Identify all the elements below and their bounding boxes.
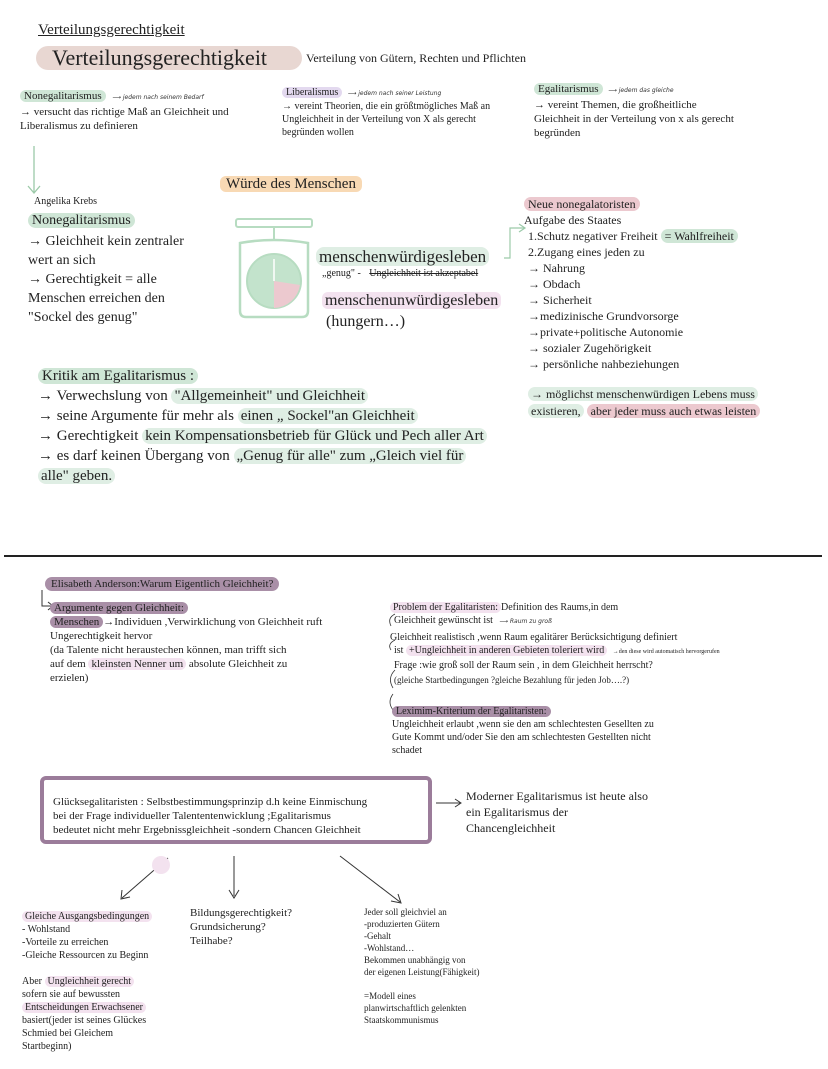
neue-item1-b: = Wahlfreiheit	[661, 229, 738, 243]
col1-aber-a: Aber	[22, 976, 45, 987]
col1-l2: sofern sie auf bewussten	[22, 989, 121, 1000]
egalitarismus-block: Egalitarismus ⟶ jedem das gleiche → vereint Themen, die großheitliche Gleichheit in der Verteilung von x als gerecht begründen	[534, 83, 734, 139]
genug-label: „genug" -	[322, 268, 361, 279]
leximim-l2: Gute Kommt und/oder Sie den am schlechtesten Gestellten nicht	[392, 732, 651, 743]
leximim-l1: Ungleichheit erlaubt ,wenn sie den am schlechtesten Gesellten zu	[392, 719, 654, 730]
problem-l4a: ist	[394, 645, 406, 656]
problem-l1-rest: Definition des Raums,in dem	[500, 602, 619, 613]
col3-line-4: -Wohlstand…	[364, 943, 415, 953]
problem-hand-raum: Raum zu groß	[509, 618, 552, 625]
anderson-l1: →Individuen ,Verwirklichung von Gleichheit ruft	[103, 616, 323, 628]
problem-label: Problem der Egalitaristen:	[390, 602, 501, 613]
problem-l2: Gleichheit gewünscht ist	[394, 615, 493, 626]
anderson-l4a: auf dem	[50, 658, 89, 670]
genug-note: Ungleichheit ist akzeptabel	[369, 268, 479, 279]
wuerdig-label: menschenwürdigesleben	[316, 247, 489, 266]
problem-l5: Frage :wie groß soll der Raum sein , in dem Gleichheit herrscht?	[394, 660, 653, 671]
col3-line-7	[364, 978, 479, 990]
hungern-label: (hungern…)	[326, 313, 406, 330]
kritik-l1a: → Verwechslung von	[38, 388, 172, 404]
neue-item-sicherheit: → Sicherheit	[528, 293, 592, 307]
col2-block	[190, 906, 292, 948]
neue-aufgabe: Aufgabe des Staates	[524, 213, 622, 227]
anderson-l5: erzielen)	[50, 672, 89, 684]
anderson-l2: Ungerechtigkeit hervor	[50, 630, 153, 642]
krebs-line-3: → Gerechtigkeit = alle	[28, 272, 157, 287]
anderson-argumente: Argumente gegen Gleichheit:	[50, 602, 188, 614]
neue-item-nahrung: → Nahrung	[528, 261, 585, 275]
unwuerdig-block	[322, 290, 501, 332]
col3-line-2: -produzierten Gütern	[364, 919, 440, 929]
problem-block: Problem der Egalitaristen: Definition des Raums,in dem Gleichheit gewünscht ist ⟶ Raum zu groß Gleichheit realistisch ,wenn Raum egalitärer Berücksichtigung definiert ist +Ungleichheit in anderen Gebieten toleriert wird →den diese wird automatisch hervorgerufen Frage :wie groß soll der Raum sein , in dem Gleichheit herrscht? (gleiche Startbedingungen ?gleiche Bezahlung für jeden Job….?)	[390, 602, 720, 685]
moderner-l1: Moderner Egalitarismus ist heute also	[466, 789, 648, 803]
liberalismus-line-3: begründen wollen	[282, 127, 354, 138]
liberalismus-hand-note: jedem nach seiner Leistung	[358, 90, 442, 97]
col1-l6: Startbeginn)	[22, 1041, 72, 1052]
col3-line-9: planwirtschaftlich gelenkten	[364, 1003, 467, 1013]
egalitarismus-line-3: begründen	[534, 127, 581, 139]
liberalismus-label: Liberalismus	[282, 87, 342, 98]
kritik-l3a: → Gerechtigkeit	[38, 428, 143, 444]
glueck-text	[53, 795, 367, 837]
nonegal-top-hand-note: jedem nach seinem Bedarf	[122, 94, 204, 101]
wuerde-block	[220, 174, 362, 194]
problem-l6: (gleiche Startbedingungen ?gleiche Bezahlung für jeden Job….?)	[394, 675, 630, 685]
krebs-label: Nonegalitarismus	[28, 213, 135, 228]
egalitarismus-line-2: Gleichheit in der Verteilung von x als gerecht	[534, 113, 734, 125]
col3-block	[364, 906, 479, 1026]
krebs-line-4: Menschen erreichen den	[28, 291, 165, 306]
liberalismus-line-2: Ungleichheit in der Verteilung von X als gerecht	[282, 114, 476, 125]
page-title: Verteilungsgerechtigkeit	[52, 45, 268, 70]
liberalismus-block: Liberalismus ⟶ jedem nach seiner Leistung → vereint Theorien, die ein größtmögliches Maß an Ungleichheit in der Verteilung von X als gerecht begründen wollen	[282, 87, 491, 138]
krebs-line-1: → Gleichheit kein zentraler	[28, 234, 184, 249]
neue-conclusion	[528, 386, 760, 419]
egalitarismus-hand-note: jedem das gleiche	[618, 87, 674, 94]
page-small-title: Verteilungsgerechtigkeit	[38, 22, 185, 38]
leximim-block	[392, 705, 654, 757]
moderner-l2: ein Egalitarismus der	[466, 805, 568, 819]
moderner-l3: Chancengleichheit	[466, 821, 556, 835]
leximim-label: Leximim-Kriterium der Egalitaristen:	[392, 706, 551, 717]
neue-conclusion-2a: existieren,	[528, 404, 584, 418]
unwuerdig-label: menschenunwürdigesleben	[322, 292, 501, 309]
krebs-author: Angelika Krebs	[34, 196, 98, 207]
nonegal-top-line-2: Liberalismus zu definieren	[20, 120, 138, 132]
anderson-label: Elisabeth Anderson:Warum Eigentlich Gleichheit?	[45, 577, 279, 591]
wuerdig-block	[316, 246, 489, 268]
krebs-block	[28, 211, 184, 327]
kritik-label: Kritik am Egalitarismus :	[38, 368, 198, 384]
neue-item-nahbeziehungen: → persönliche nahbeziehungen	[528, 357, 680, 371]
krebs-line-5: "Sockel des genug"	[28, 310, 138, 325]
neue-item-zugehoerigkeit: → sozialer Zugehörigkeit	[528, 341, 652, 355]
glueck-l2: bei der Frage individueller Talententenwicklung ;Egalitarismus	[53, 810, 331, 822]
col3-line-5: Bekommen unabhängig von	[364, 955, 466, 965]
egalitarismus-line-1: → vereint Themen, die großheitliche	[534, 99, 697, 111]
neue-label: Neue nonegalatoristen	[524, 197, 640, 211]
neue-conclusion-2b: aber jeder muss auch etwas leisten	[587, 404, 761, 418]
arrow-down-icon	[26, 146, 42, 196]
scale-icon	[230, 213, 320, 321]
col1-aber-b: Ungleichheit gerecht	[45, 976, 135, 987]
col3-line-1: Jeder soll gleichviel an	[364, 907, 447, 917]
neue-item-grundvorsorge: →medizinische Grundvorsorge	[528, 309, 679, 323]
neue-block	[524, 196, 738, 372]
anderson-body	[50, 601, 322, 685]
arrow-right-icon	[434, 796, 464, 810]
page-subtitle: Verteilung von Gütern, Rechten und Pflichten	[306, 51, 526, 65]
neue-item-obdach: → Obdach	[528, 277, 581, 291]
moderner-block	[466, 788, 648, 836]
kritik-l4b: „Genug für alle" zum „Gleich viel für	[234, 448, 467, 464]
neue-item1-a: 1.Schutz negativer Freiheit	[528, 229, 658, 243]
col2-line-3: Teilhabe?	[190, 935, 233, 947]
anderson-l3: (da Talente nicht heraustechen können, man trifft sich	[50, 644, 287, 656]
kritik-l2b: einen „ Sockel"an Gleichheit	[238, 408, 418, 424]
kritik-l2a: → seine Argumente für mehr als	[38, 408, 238, 424]
wuerde-title: Würde des Menschen	[220, 176, 362, 192]
col3-line-10: Staatskommunismus	[364, 1015, 439, 1025]
col3-line-3: -Gehalt	[364, 931, 391, 941]
kritik-l3b: kein Kompensationsbetrieb für Glück und Pech aller Art	[142, 428, 487, 444]
nonegal-top-label: Nonegalitarismus	[20, 90, 106, 102]
kritik-l1b: "Allgemeinheit" und Gleichheit	[171, 388, 368, 404]
neue-conclusion-1: → möglichst menschenwürdigen Lebens muss	[528, 387, 758, 401]
nonegal-top-block: Nonegalitarismus ⟶ jedem nach seinem Bedarf → versucht das richtige Maß an Gleichheit und Liberalismus zu definieren	[20, 90, 229, 132]
glueck-box	[40, 776, 432, 844]
neue-item-autonomie: →private+politische Autonomie	[528, 325, 684, 339]
col1-block	[22, 910, 152, 1053]
krebs-line-2: wert an sich	[28, 253, 96, 268]
anderson-l4c: absolute Gleichheit zu	[186, 658, 288, 670]
glueck-l1: Glücksegalitaristen : Selbstbestimmungsprinzip d.h keine Einmischung	[53, 796, 368, 808]
problem-bracket-icon	[383, 612, 397, 712]
col1-l5: Schmied bei Gleichem	[22, 1028, 114, 1039]
glueck-l3: bedeutet nicht mehr Ergebnissgleichheit -sondern Chancen Gleichheit	[53, 824, 361, 836]
problem-l3: Gleichheit realistisch ,wenn Raum egalitärer Berücksichtigung definiert	[390, 632, 678, 643]
problem-l4-note: den diese wird automatisch hervorgerufen	[618, 649, 720, 655]
col3-line-6: der eigenen Leistung(Fähigkeit)	[364, 967, 480, 977]
anderson-menschen: Menschen	[50, 616, 103, 628]
kritik-l4a: → es darf keinen Übergang von	[38, 448, 234, 464]
col1-line-1: - Wohlstand	[22, 924, 71, 935]
anderson-block	[45, 577, 279, 591]
col1-l3: Entscheidungen Erwachsener	[22, 1002, 146, 1013]
kritik-block	[38, 366, 487, 486]
anderson-l4b: kleinsten Nenner um	[88, 658, 186, 670]
col2-line-1: Bildungsgerechtigkeit?	[190, 907, 293, 919]
col2-line-2: Grundsicherung?	[190, 921, 266, 933]
liberalismus-line-1: → vereint Theorien, die ein größtmögliches Maß an	[282, 101, 491, 112]
leximim-l3: schadet	[392, 745, 422, 756]
neue-item2: 2.Zugang eines jeden zu	[528, 245, 645, 259]
egalitarismus-label: Egalitarismus	[534, 83, 603, 95]
col3-line-8: =Modell eines	[364, 991, 416, 1001]
arrow-highlight	[152, 856, 170, 874]
col1-line-2: -Vorteile zu erreichen	[22, 937, 109, 948]
section-divider	[4, 555, 822, 557]
col1-line-3: -Gleiche Ressourcen zu Beginn	[22, 950, 149, 961]
genug-block	[322, 267, 478, 280]
nonegal-top-line-1: → versucht das richtige Maß an Gleichheit und	[20, 106, 229, 118]
kritik-l5: alle" geben.	[38, 468, 115, 484]
col1-l4: basiert(jeder ist seines Glückes	[22, 1015, 147, 1026]
problem-l4b: +Ungleichheit in anderen Gebieten toleriert wird	[406, 645, 607, 656]
col1-label: Gleiche Ausgangsbedingungen	[22, 911, 152, 922]
